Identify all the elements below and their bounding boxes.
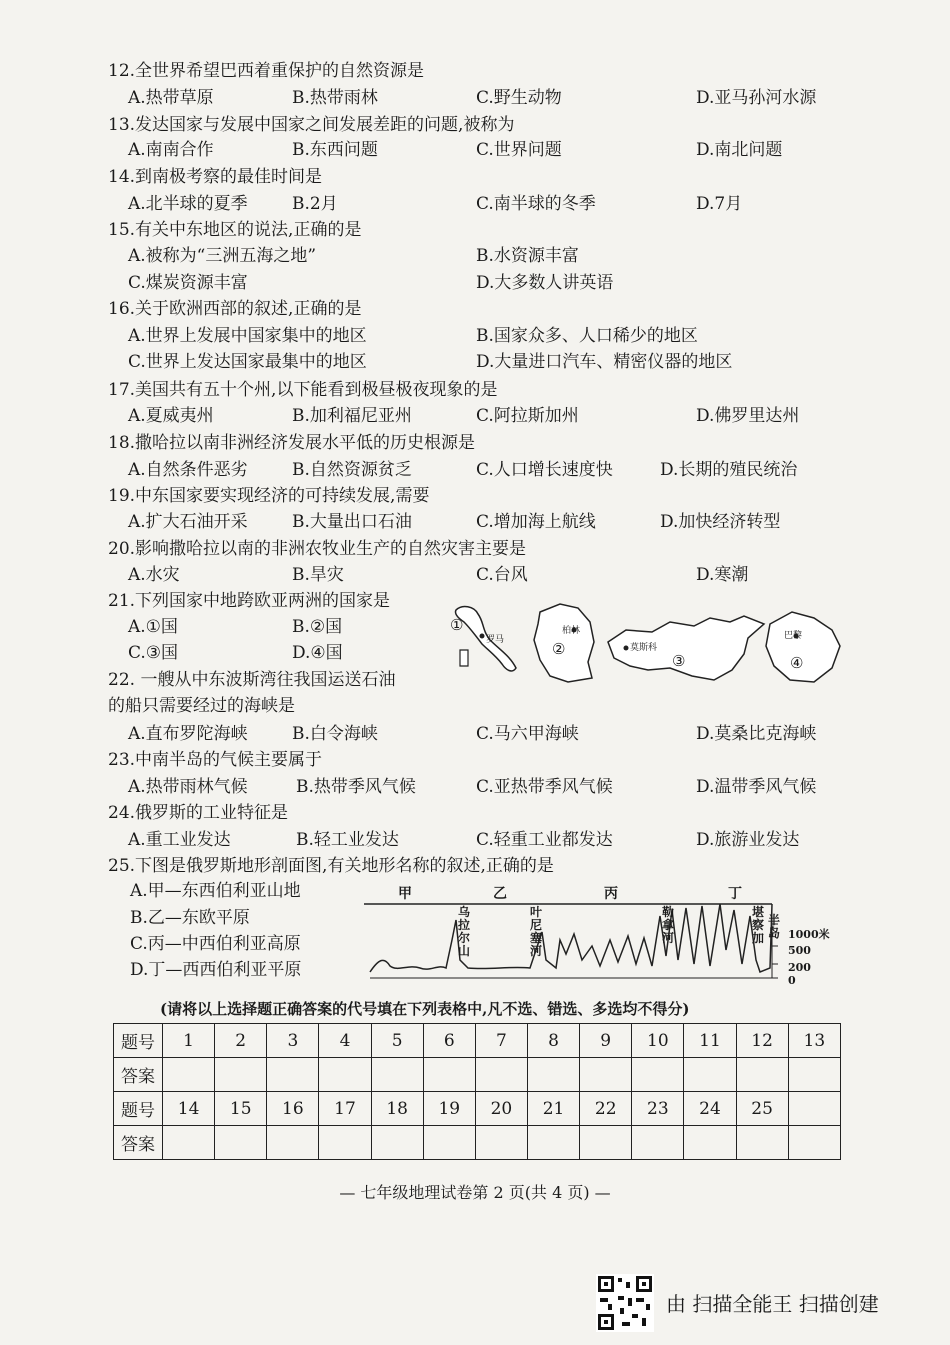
profile-feature-yenisei: 叶尼塞河 xyxy=(530,905,543,958)
option-d: D.佛罗里达州 xyxy=(696,406,800,426)
answer-instructions: (请将以上选择题正确答案的代号填在下列表格中,凡不选、错选、多选均不得分) xyxy=(160,1000,690,1018)
option-d: D.南北问题 xyxy=(696,140,783,160)
row-label: 答案 xyxy=(114,1058,163,1092)
option-b: B.白令海峡 xyxy=(292,724,378,744)
page-footer: — 七年级地理试卷第 2 页(共 4 页) — xyxy=(339,1183,611,1202)
option-a: A.南南合作 xyxy=(128,140,214,160)
answer-cell[interactable] xyxy=(788,1058,840,1092)
q-number: 21 xyxy=(527,1092,579,1126)
map-label-4: ④ xyxy=(790,654,804,672)
options-16-ab xyxy=(128,325,848,347)
q-number xyxy=(788,1092,840,1126)
option-c: C.亚热带季风气候 xyxy=(476,777,613,797)
option-c: C.人口增长速度快 xyxy=(476,460,613,480)
option-c: C.③国 xyxy=(128,643,179,663)
option-b: B.大量出口石油 xyxy=(292,512,412,532)
question-12: 12.全世界希望巴西着重保护的自然资源是 xyxy=(108,61,425,81)
row-label: 答案 xyxy=(114,1126,163,1160)
option-c: C.世界上发达国家最集中的地区 xyxy=(128,352,367,372)
option-c: C.丙—中西伯利亚高原 xyxy=(130,934,301,954)
option-d: D.加快经济转型 xyxy=(660,512,781,532)
answer-cell[interactable] xyxy=(215,1058,267,1092)
answer-cell[interactable] xyxy=(319,1058,371,1092)
option-b: B.水资源丰富 xyxy=(476,246,579,266)
profile-scale-0: 0 xyxy=(788,974,796,987)
answer-cell[interactable] xyxy=(632,1126,684,1160)
q-number: 24 xyxy=(684,1092,736,1126)
answer-cell[interactable] xyxy=(267,1058,319,1092)
profile-label-bing: 丙 xyxy=(604,886,618,902)
options-15-cd xyxy=(128,272,848,294)
profile-label-ding: 丁 xyxy=(728,886,742,902)
option-b: B.②国 xyxy=(292,617,343,637)
question-18: 18.撒哈拉以南非洲经济发展水平低的历史根源是 xyxy=(108,433,476,453)
options-20 xyxy=(128,564,848,586)
option-c: C.马六甲海峡 xyxy=(476,724,579,744)
q-number: 19 xyxy=(423,1092,475,1126)
option-a: A.甲—东西伯利亚山地 xyxy=(130,881,301,901)
q-number: 16 xyxy=(267,1092,319,1126)
question-24: 24.俄罗斯的工业特征是 xyxy=(108,803,289,823)
option-a: A.重工业发达 xyxy=(128,830,231,850)
q-number: 20 xyxy=(475,1092,527,1126)
question-17: 17.美国共有五十个州,以下能看到极昼极夜现象的是 xyxy=(108,380,498,400)
option-d: D.大多数人讲英语 xyxy=(476,273,614,293)
q-number: 7 xyxy=(475,1024,527,1058)
map-label-1: ① xyxy=(450,616,464,634)
profile-label-jia: 甲 xyxy=(398,886,412,902)
question-20: 20.影响撒哈拉以南的非洲农牧业生产的自然灾害主要是 xyxy=(108,539,527,559)
option-c: C.南半球的冬季 xyxy=(476,194,596,214)
option-a: A.世界上发展中国家集中的地区 xyxy=(128,326,367,346)
q-number: 18 xyxy=(371,1092,423,1126)
profile-feature-lena: 勒拿河 xyxy=(662,905,675,945)
q-number: 12 xyxy=(736,1024,788,1058)
option-a: A.自然条件恶劣 xyxy=(128,460,248,480)
option-c: C.世界问题 xyxy=(476,140,562,160)
option-a: A.①国 xyxy=(128,617,178,637)
answer-cell[interactable] xyxy=(632,1058,684,1092)
profile-scale-200: 200 xyxy=(788,961,811,974)
question-22-cont: 的船只需要经过的海峡是 xyxy=(108,696,295,716)
q-number: 25 xyxy=(736,1092,788,1126)
answer-cell[interactable] xyxy=(736,1058,788,1092)
q-number: 15 xyxy=(215,1092,267,1126)
table-row-number-1 xyxy=(114,1024,841,1058)
q-number: 4 xyxy=(319,1024,371,1058)
options-15-ab xyxy=(128,245,848,267)
options-17 xyxy=(128,405,848,427)
answer-cell[interactable] xyxy=(163,1058,215,1092)
q-number: 8 xyxy=(527,1024,579,1058)
answer-cell[interactable] xyxy=(319,1126,371,1160)
answer-table xyxy=(113,1023,841,1160)
option-a: A.直布罗陀海峡 xyxy=(128,724,248,744)
question-22: 22. 一艘从中东波斯湾往我国运送石油 xyxy=(108,670,396,690)
profile-label-yi: 乙 xyxy=(493,886,507,902)
question-25: 25.下图是俄罗斯地形剖面图,有关地形名称的叙述,正确的是 xyxy=(108,856,554,876)
answer-cell[interactable] xyxy=(423,1058,475,1092)
options-14 xyxy=(128,193,848,215)
answer-cell[interactable] xyxy=(684,1126,736,1160)
profile-feature-ural: 乌拉尔山 xyxy=(458,905,471,958)
option-b: B.自然资源贫乏 xyxy=(292,460,412,480)
answer-cell[interactable] xyxy=(371,1126,423,1160)
q-number: 10 xyxy=(632,1024,684,1058)
answer-cell[interactable] xyxy=(163,1126,215,1160)
answer-cell[interactable] xyxy=(371,1058,423,1092)
options-13 xyxy=(128,139,848,161)
q-number: 13 xyxy=(788,1024,840,1058)
option-d: D.长期的殖民统治 xyxy=(660,460,798,480)
option-a: A.热带雨林气候 xyxy=(128,777,248,797)
answer-cell[interactable] xyxy=(580,1058,632,1092)
question-19: 19.中东国家要实现经济的可持续发展,需要 xyxy=(108,486,430,506)
question-16: 16.关于欧洲西部的叙述,正确的是 xyxy=(108,299,362,319)
q-number: 3 xyxy=(267,1024,319,1058)
option-b: B.热带雨林 xyxy=(292,88,378,108)
option-b: B.2月 xyxy=(292,194,338,214)
answer-cell[interactable] xyxy=(736,1126,788,1160)
option-b: B.加利福尼亚州 xyxy=(292,406,412,426)
q-number: 23 xyxy=(632,1092,684,1126)
answer-cell[interactable] xyxy=(475,1058,527,1092)
option-a: A.被称为“三洲五海之地” xyxy=(128,246,317,266)
scanner-watermark xyxy=(596,1274,936,1334)
answer-cell[interactable] xyxy=(580,1126,632,1160)
option-b: B.东西问题 xyxy=(292,140,378,160)
options-21-ab xyxy=(128,616,428,638)
options-18 xyxy=(128,459,848,481)
question-13: 13.发达国家与发展中国家之间发展差距的问题,被称为 xyxy=(108,115,515,135)
q-number: 17 xyxy=(319,1092,371,1126)
q-number: 11 xyxy=(684,1024,736,1058)
options-23 xyxy=(128,776,848,798)
answer-cell[interactable] xyxy=(475,1126,527,1160)
q-number: 14 xyxy=(163,1092,215,1126)
option-a: A.扩大石油开采 xyxy=(128,512,248,532)
option-c: C.野生动物 xyxy=(476,88,562,108)
option-a: A.夏威夷州 xyxy=(128,406,214,426)
q-number: 5 xyxy=(371,1024,423,1058)
map-city-rome: 罗马 xyxy=(486,635,505,645)
options-22 xyxy=(128,723,848,745)
option-c: C.煤炭资源丰富 xyxy=(128,273,248,293)
q-number: 2 xyxy=(215,1024,267,1058)
q-number: 22 xyxy=(580,1092,632,1126)
options-19 xyxy=(128,511,848,533)
question-23: 23.中南半岛的气候主要属于 xyxy=(108,750,323,770)
answer-cell[interactable] xyxy=(215,1126,267,1160)
option-a: A.热带草原 xyxy=(128,88,214,108)
qr-code-icon xyxy=(596,1274,654,1332)
row-label: 题号 xyxy=(114,1092,163,1126)
option-d: D.④国 xyxy=(292,643,343,663)
q-number: 1 xyxy=(163,1024,215,1058)
option-c: C.阿拉斯加州 xyxy=(476,406,579,426)
options-21-cd xyxy=(128,642,428,664)
option-d: D.旅游业发达 xyxy=(696,830,800,850)
option-b: B.国家众多、人口稀少的地区 xyxy=(476,326,698,346)
answer-cell[interactable] xyxy=(267,1126,319,1160)
answer-cell[interactable] xyxy=(527,1126,579,1160)
option-d: D.寒潮 xyxy=(696,565,749,585)
option-c: C.台风 xyxy=(476,565,528,585)
options-24 xyxy=(128,829,848,851)
map-label-2: ② xyxy=(552,640,566,658)
map-city-berlin: 柏林 xyxy=(562,626,581,636)
table-row-number-2 xyxy=(114,1092,841,1126)
profile-feature-peninsula: 半岛 xyxy=(768,913,781,940)
map-city-moscow: 莫斯科 xyxy=(630,643,658,653)
option-d: D.7月 xyxy=(696,194,743,214)
question-21: 21.下列国家中地跨欧亚两洲的国家是 xyxy=(108,591,391,611)
option-a: A.水灾 xyxy=(128,565,180,585)
option-c: C.增加海上航线 xyxy=(476,512,596,532)
answer-cell[interactable] xyxy=(423,1126,475,1160)
table-row-answer-2 xyxy=(114,1126,841,1160)
option-d: D.大量进口汽车、精密仪器的地区 xyxy=(476,352,733,372)
option-b: B.乙—东欧平原 xyxy=(130,908,250,928)
option-a: A.北半球的夏季 xyxy=(128,194,248,214)
map-label-3: ③ xyxy=(672,652,686,670)
option-d: D.丁—西西伯利亚平原 xyxy=(130,960,302,980)
option-b: B.旱灾 xyxy=(292,565,344,585)
q-number: 6 xyxy=(423,1024,475,1058)
map-city-paris: 巴黎 xyxy=(784,631,803,641)
scanner-text: 由 扫描全能王 扫描创建 xyxy=(666,1292,879,1316)
table-row-answer-1 xyxy=(114,1058,841,1092)
options-12 xyxy=(128,87,848,109)
profile-scale-1000: 1000米 xyxy=(788,928,830,941)
question-14: 14.到南极考察的最佳时间是 xyxy=(108,167,323,187)
profile-scale-500: 500 xyxy=(788,944,811,957)
answer-cell[interactable] xyxy=(684,1058,736,1092)
option-b: B.热带季风气候 xyxy=(296,777,416,797)
row-label: 题号 xyxy=(114,1024,163,1058)
option-b: B.轻工业发达 xyxy=(296,830,399,850)
option-c: C.轻重工业都发达 xyxy=(476,830,613,850)
option-d: D.温带季风气候 xyxy=(696,777,817,797)
options-16-cd xyxy=(128,351,848,373)
question-15: 15.有关中东地区的说法,正确的是 xyxy=(108,220,362,240)
q-number: 9 xyxy=(580,1024,632,1058)
option-d: D.莫桑比克海峡 xyxy=(696,724,817,744)
answer-cell[interactable] xyxy=(527,1058,579,1092)
answer-cell[interactable] xyxy=(788,1126,840,1160)
profile-feature-kamchatka: 堪察加 xyxy=(752,905,765,945)
option-d: D.亚马孙河水源 xyxy=(696,88,817,108)
